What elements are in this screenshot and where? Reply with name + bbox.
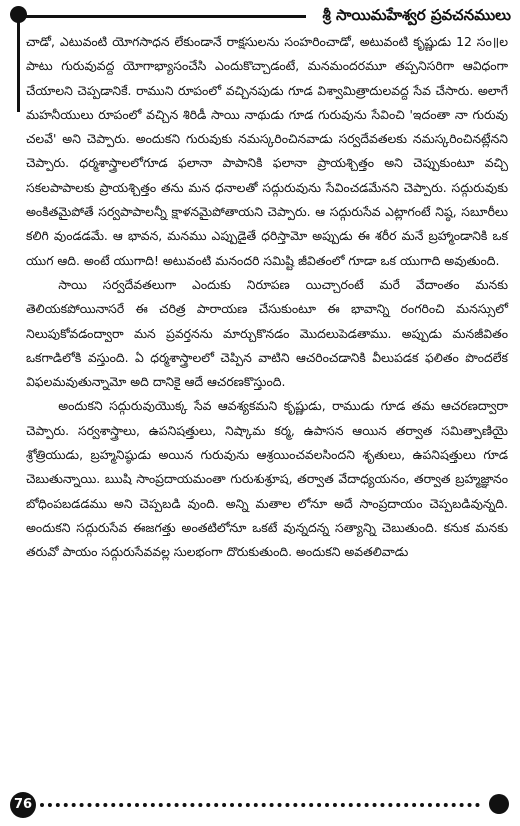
header-rule — [24, 15, 306, 18]
paragraph-2: సాయి సర్వదేవతలుగా ఎందుకు నిరూపణ యిచ్చారంటే మరే వేదాంతం మనకు తెలియకపోయినాసరే ఈ చరిత్ర పారాయణ చేసుకుంటూ ఈ భావాన్ని రంగరించి మనస్సులో నిలుపుకోవడంద్వారా మన ప్రవర్తనను మార్చుకొనడం మొదలుపెడతాము. అప్పుడు మనజీవితం ఒకగాడిలోకి వస్తుంది. ఏ ధర్మశాస్త్రాలలో చెప్పిన వాటిని ఆచరించడానికి వీలుపడక ఫలితం పొందలేక విఫలమవుతున్నామో అది దానికై ఆదే ఆచరణకొస్తుంది. — [26, 276, 508, 390]
footer-dotted-rule — [40, 803, 480, 807]
paragraph-3: అందుకని సద్గురువుయొక్క సేవ ఆవశ్యకమని కృష్ణుడు, రాముడు గూడ తమ ఆచరణద్వారా చెప్పారు. సర్వశాస్త్రాలు, ఉపనిషత్తులు, నిష్కామ కర్మ, ఉపాసన ఆయిన తర్వాత సమిత్పాణియై శ్రోత్రియుడు, బ్రహ్మనిష్ఠుడు అయిన గురువును ఆశ్రయించవలసిందని శృతులు, ఉపనిషత్తులు గూడ చెబుతున్నాయి. ఋషి సాంప్రదాయమంతా గురుశుశ్రూష, తర్వాత వేదాధ్యయనం, తర్వాత బ్రహ్మజ్ఞానం బోధింపబడడము అని చెప్పబడి వుంది. అన్ని మతాల లోనూ అదే సాంప్రదాయం చెప్పబడివున్నది. అందుకని సద్గురుసేవ ఈజగత్తు అంతటిలోనూ ఒకటే వున్నదన్న సత్యాన్ని చెబుతుంది. కనుక మనకు తరువో పాయం సద్గురుసేవవల్ల సులభంగా దొరుకుతుంది. అందుకని అవతలివాడు — [26, 398, 508, 560]
page-footer — [10, 790, 515, 820]
page-header — [10, 4, 515, 26]
left-margin-rule — [17, 20, 20, 112]
running-title: శ్రీ సాయిమహేశ్వర ప్రవచనములు — [322, 6, 511, 24]
footer-ornament-dot — [489, 794, 509, 814]
paragraph-1: చాడో, ఎటువంటి యోగసాధన లేకుండానే రాక్షసులను సంహరించాడో, అటువంటి కృష్ణుడు 12 సం॥ల పాటు గురువువద్ద యోగాభ్యాసంచేసి ఎందుకొచ్చాడంటే, మనమందరమూ తప్పనిసరిగా ఆవిధంగా చేయాలని చెప్పడానికే. రాముని రూపంలో వచ్చినపుడు గూడ విశ్వామిత్రాదులవద్ద సేవ చేసారు. అలాగే మహనీయులు రూపంలో వచ్చిన శిరిడీ సాయి నాథుడు గూడ గురువును సేవించి 'ఇదంతా నా గురువు చలవే' అని చెప్పారు. అందుకని గురువుకు నమస్కరించినవాడు సర్వదేవతలకు నమస్కరించినట్లేనని చెప్పారు. ధర్మశాస్త్రాలలోగూడ ఫలానా పాపానికి ఫలానా ప్రాయశ్చిత్తం అని చెప్పుకుంటూ వచ్చి సకలపాపాలకు ప్రాయశ్చిత్తం తను మన ధనాలతో సద్గురువును సేవించడమేనని చెప్పారు. సద్గురువుకు అంకితమైపోతే సర్వపాపాలన్నీ క్షాళనమైపోతాయని చెప్పారు. ఆ సద్గురుసేవ ఎట్లాగంటే నిష్ఠ, సబూరీలు కలిగి వుండడమే. ఆ భావన, మనము ఎప్పుడైతే ధరిస్తామో అప్పుడు ఈ శరీర మనే బ్రహ్మాండానికి ఒక యుగ ఆది. అంటే యుగాది! అటువంటి మనందరి సమిష్టి జీవితంలో గూడా ఒక యుగాది అవుతుంది. — [26, 34, 508, 268]
body-text — [26, 30, 508, 565]
page-number: 76 — [10, 792, 36, 818]
